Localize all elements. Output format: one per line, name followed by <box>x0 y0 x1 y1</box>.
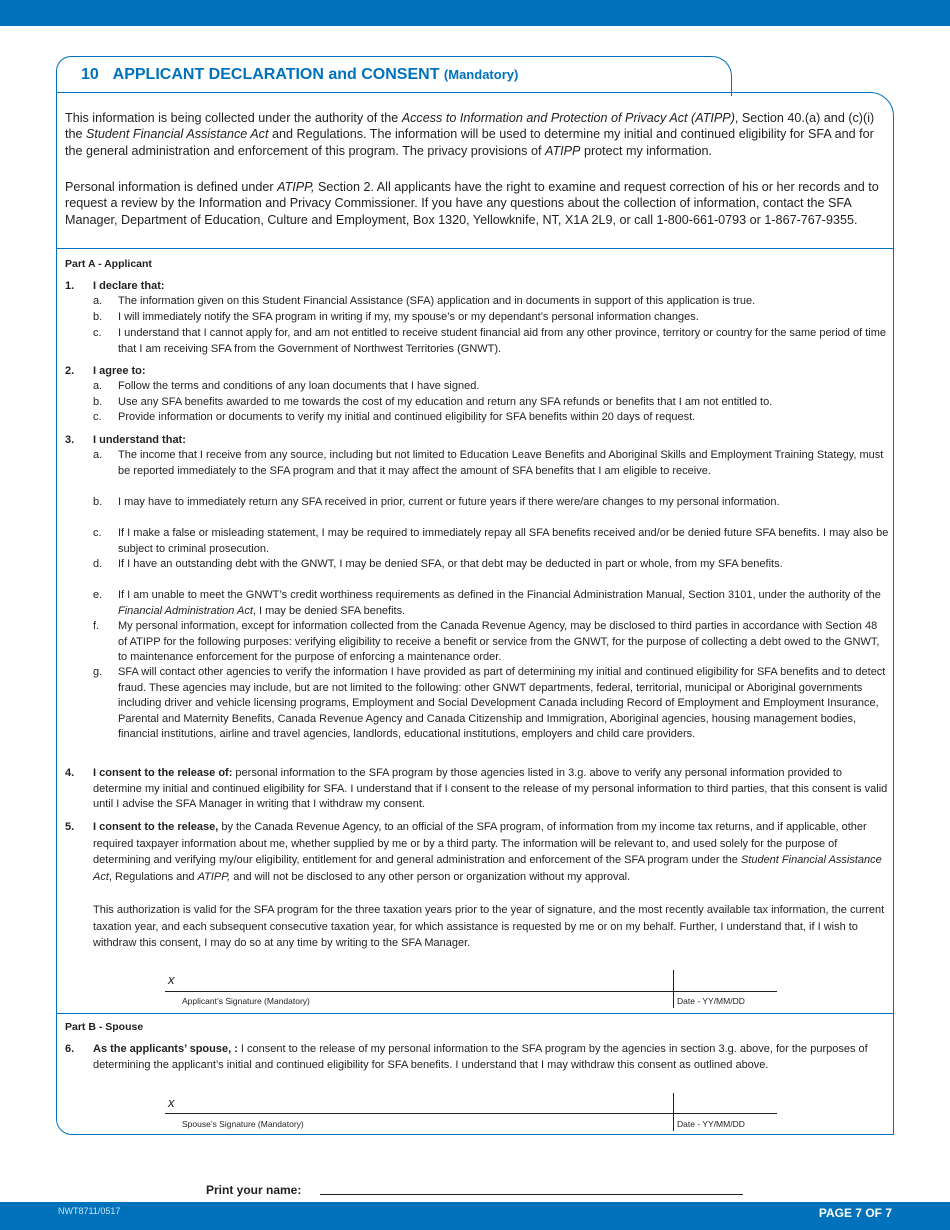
mandatory-label: (Mandatory) <box>443 67 519 82</box>
spouse-date-divider <box>673 1093 674 1131</box>
item-3a: a. The income that I receive from any source, including but not limited to Education Leave Benefits and Aboriginal Skills and Employment Training Stategy, must be reported immediately to the SFA program and that it may affect the amount of SFA benefits that I am eligible to receive. <box>93 449 884 477</box>
section-title <box>81 66 518 84</box>
item-4: 4. I consent to the release of: personal information to the SFA program by those agencies listed in 3.g. above to verify any personal information provided to determine my initial and continued eligibility for SFA. I understand that if I consent to the release of my personal information to third parties, that this consent is valid until I advise the SFA Manager in writing that I withdraw my consent. <box>65 767 888 811</box>
bottom-banner <box>0 1202 950 1230</box>
section-tab <box>56 56 732 96</box>
item-2c: c. Provide information or documents to verify my initial and continued eligibility for SFA benefits within 20 days of request. <box>93 411 696 423</box>
item-5-authorization: This authorization is valid for the SFA program for the three taxation years prior to the year of signature, and the most recently available tax information, the current taxation year, and each subsequent consecutive taxation year, for which assistance is requested by me or on my behalf. Further, I understand that, if I wish to withdraw this consent, I may do so at any time by writing to the SFA Manager. <box>93 904 885 949</box>
intro-paragraph-1: This information is being collected under the authority of the Access to Information and Protection of Privacy Act (ATIPP), Section 40.(a) and (c)(i) the Student Financial Assistance Act and Regulations. The information will be used to determine my initial and continued eligibility for SFA and for the general administration and enforcement of this program. The privacy provisions of ATIPP protect my information. <box>65 111 875 158</box>
spouse-signature-x: x <box>168 1095 175 1110</box>
item-1c: c. I understand that I cannot apply for, and am not entitled to receive student financial aid from any other province, territory or country for the same period of time that I am receiving SFA from the Government of Northwest Territories (GNWT). <box>93 327 886 355</box>
item-2a: a. Follow the terms and conditions of any loan documents that I have signed. <box>93 380 480 392</box>
section-divider <box>57 248 893 249</box>
applicant-date-label: Date - YY/MM/DD <box>677 996 745 1006</box>
item-3b: b. I may have to immediately return any SFA received in prior, current or future years if there were/are changes to my personal information. <box>93 496 780 508</box>
section-number: 10 <box>81 66 99 83</box>
item-5: 5. I consent to the release, by the Canada Revenue Agency, to an official of the SFA program, of information from my income tax returns, and if applicable, other required taxpayer information about me, whether supplied by me or by a third party. The information will be relevant to, and used solely for the purpose of determining and verifying my/our eligibility, entitlement for and general administration and enforcement of the SFA program under the Student Financial Assistance Act, Regulations and ATIPP, and will not be disclosed to any other person or organization without my approval. <box>65 821 882 883</box>
item-1b: b. I will immediately notify the SFA program in writing if my, my spouse’s or my dependant’s personal information changes. <box>93 311 699 323</box>
applicant-signature-x: x <box>168 972 175 987</box>
item-2-heading: I agree to: <box>93 365 146 377</box>
item-3g: g. SFA will contact other agencies to verify the information I have provided as part of determining my initial and continued eligibility for SFA benefits and to detect fraud. These agencies may include, but are not limited to the following: other GNWT departments, federal, territorial, municipal or Aboriginal governments including driver and vehicle licensing programs, Employment and Social Development Canada including Record of Employment and Employment Insurance, Parental and Maternity Benefits, Canada Revenue Agency and Canada Citizenship and Immigration, Aboriginal agencies, housing management bodies, financial institutions, airline and travel agencies, landlords, educational institutions, employers and child care providers. <box>93 666 886 741</box>
item-3e: e. If I am unable to meet the GNWT’s credit worthiness requirements as defined in the Financial Administration Manual, Section 3101, under the authority of the Financial Administration Act, I may be denied SFA benefits. <box>93 589 881 617</box>
intro-paragraph-2: Personal information is defined under ATIPP, Section 2. All applicants have the right to examine and request correction of his or her records and to request a review by the Information and Privacy Commissioner. If you have any questions about the collection of information, contact the SFA Manager, Department of Education, Culture and Employment, Box 1320, Yellowknife, NT, X1A 2L9, or call 1-800-661-0793 or 1-867-767-9355. <box>65 180 879 227</box>
spouse-signature-line[interactable] <box>165 1113 777 1114</box>
item-1-heading: I declare that: <box>93 280 165 292</box>
part-b-heading: Part B - Spouse <box>65 1021 144 1033</box>
item-1a: a. The information given on this Student Financial Assistance (SFA) application and in documents in support of this application is true. <box>93 295 756 307</box>
item-3d: d. If I have an outstanding debt with the GNWT, I may be denied SFA, or that debt may be deducted in part or whole, from my SFA benefits. <box>93 558 783 570</box>
item-6: 6. As the applicants’ spouse, : I consent to the release of my personal information to the SFA program by the agencies in section 3.g. above, for the purposes of determining the applicant’s initial and continued eligibility for SFA benefits. I understand that I may withdraw this consent as outlined above. <box>65 1043 868 1071</box>
part-a-heading: Part A - Applicant <box>65 258 152 270</box>
item-2-number: 2. <box>65 365 75 377</box>
part-b-divider <box>57 1013 893 1014</box>
form-code: NWT8711/0517 <box>58 1206 121 1216</box>
signature-date-divider <box>673 970 674 1008</box>
item-3-number: 3. <box>65 434 75 446</box>
applicant-signature-line[interactable] <box>165 991 777 992</box>
print-name-label: Print your name: <box>206 1183 302 1197</box>
item-3f: f. My personal information, except for information collected from the Canada Revenue Agency, may be disclosed to third parties in accordance with Section 48 of ATIPP for the following purposes: verifying eligibility to receive a benefit or service from the GNWT, for the purpose of collecting a debt owed to the GNWT, to maintenance enforcement for the purpose of enforcing a maintenance order. <box>93 620 880 664</box>
applicant-signature-label: Applicant’s Signature (Mandatory) <box>182 996 310 1006</box>
spouse-date-label: Date - YY/MM/DD <box>677 1119 745 1129</box>
spouse-signature-label: Spouse’s Signature (Mandatory) <box>182 1119 304 1129</box>
top-banner <box>0 0 950 26</box>
item-3-heading: I understand that: <box>93 434 186 446</box>
item-1-number: 1. <box>65 280 75 292</box>
section-heading: APPLICANT DECLARATION and CONSENT <box>112 66 440 83</box>
item-3c: c. If I make a false or misleading statement, I may be required to immediately repay all SFA benefits received and/or be denied future SFA benefits. I may also be subject to criminal prosecution. <box>93 527 889 555</box>
page-number: PAGE 7 OF 7 <box>818 1206 892 1220</box>
item-2b: b. Use any SFA benefits awarded to me towards the cost of my education and return any SFA refunds or benefits that I am not entitled to. <box>93 396 773 408</box>
print-name-line[interactable] <box>320 1194 743 1195</box>
